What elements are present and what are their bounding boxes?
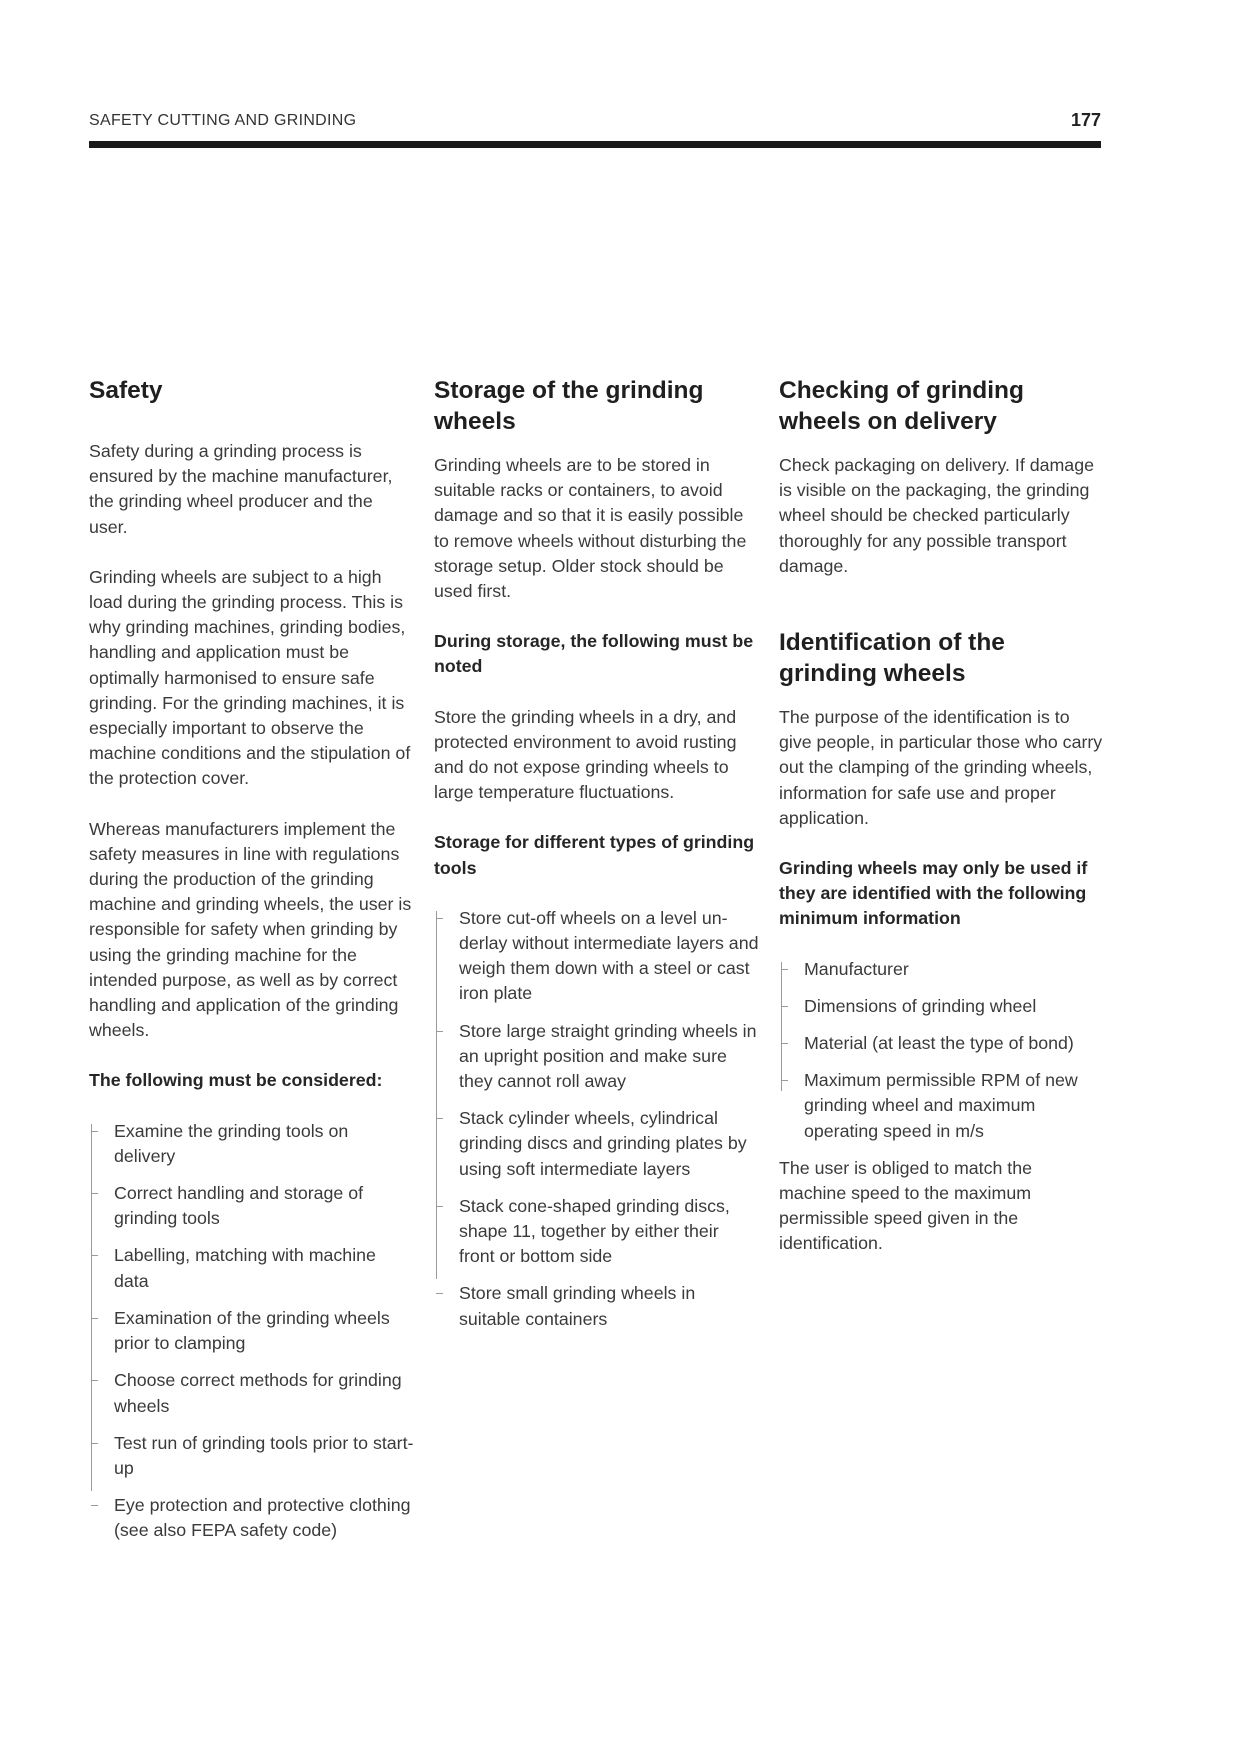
identification-closing-paragraph: The user is obliged to match the machine speed to the maximum permissible speed given in the identification.	[779, 1157, 1033, 1254]
storage-subheading-1: During storage, the following must be noted	[434, 631, 754, 677]
list-item: Test run of grinding tools prior to start-up	[89, 1431, 414, 1481]
considerations-subheading: The following must be considered:	[89, 1070, 383, 1091]
storage-subheading-2: Storage for different types of grinding tools	[434, 832, 755, 878]
identification-subheading: Grinding wheels may only be used if they are identified with the following minimum information	[779, 858, 1088, 929]
list-item: Store large straight grinding wheels in an upright position and make sure they cannot roll away	[434, 1019, 759, 1095]
list-item: Manufacturer	[779, 957, 1104, 982]
safety-paragraph-3: Whereas manufacturers implement the safety measures in line with regulations during the production of the grinding machine and grinding wheels, the user is responsible for safety when grinding by using the grinding machine for the intended purpose, as well as by correct handling and application of the grinding wheels.	[89, 818, 412, 1041]
list-item: Choose correct methods for grinding wheels	[89, 1368, 414, 1418]
list-item: Examine the grinding tools on delivery	[89, 1119, 414, 1169]
safety-paragraph-2: Grinding wheels are subject to a high load during the grinding process. This is why grinding machines, grinding bodies, handling and application must be optimally harmonised to ensure safe grinding. For the grinding machines, it is especially important to observe the machine conditions and the stipulation of the protection cover.	[89, 566, 411, 789]
checking-paragraph: Check packaging on delivery. If damage is visible on the packaging, the grinding wheel should be checked particularly thoroughly for any possible transport damage.	[779, 455, 1094, 576]
storage-list	[434, 906, 759, 1332]
storage-paragraph-2: Store the grinding wheels in a dry, and protected environment to avoid rusting and do not expose grinding wheels to large temperature fluctuations.	[434, 706, 737, 803]
header-rule	[89, 141, 1101, 148]
considerations-list	[89, 1119, 414, 1544]
identification-list	[779, 957, 1104, 1144]
running-header: SAFETY CUTTING AND GRINDING	[89, 112, 357, 129]
list-item: Stack cylinder wheels, cylindrical grinding discs and grinding plates by using soft intermediate layers	[434, 1106, 759, 1182]
list-item: Examination of the grinding wheels prior to clamping	[89, 1306, 414, 1356]
list-item: Store small grinding wheels in suitable containers	[434, 1281, 759, 1331]
page-number: 177	[1070, 110, 1101, 130]
list-item: Labelling, matching with machine data	[89, 1243, 414, 1293]
column-safety	[89, 375, 414, 1544]
list-item: Store cut-off wheels on a level underlay without intermediate layers and weigh them down with a steel or cast iron plate	[434, 906, 759, 1007]
list-item: Dimensions of grinding wheel	[779, 994, 1104, 1019]
identification-paragraph: The purpose of the identification is to give people, in particular those who carry out the clamping of the grinding wheels, information for safe use and proper application.	[779, 707, 1103, 828]
list-item: Eye protection and protective clothing (see also FEPA safety code)	[89, 1493, 414, 1543]
heading-safety: Safety	[89, 377, 163, 404]
heading-storage: Storage of the grinding wheels	[434, 377, 704, 435]
storage-paragraph-1: Grinding wheels are to be stored in suitable racks or containers, to avoid damage and so that it is easily possible to remove wheels without disturbing the storage setup. Older stock should be used first.	[434, 455, 747, 602]
heading-checking: Checking of grinding wheels on delivery	[779, 377, 1024, 435]
column-storage	[434, 375, 759, 1332]
list-item: Stack cone-shaped grinding discs, shape 11, together by either their front or bottom side	[434, 1194, 759, 1270]
column-checking	[779, 375, 1104, 1257]
list-item: Correct handling and storage of grinding tools	[89, 1181, 414, 1231]
list-item: Material (at least the type of bond)	[779, 1031, 1104, 1056]
heading-identification: Identification of the grinding wheels	[779, 629, 1005, 688]
safety-paragraph-1: Safety during a grinding process is ensured by the machine manufacturer, the grinding wheel producer and the user.	[89, 441, 393, 537]
list-item: Maximum permissible RPM of new grinding wheel and maximum operating speed in m/s	[779, 1068, 1104, 1144]
